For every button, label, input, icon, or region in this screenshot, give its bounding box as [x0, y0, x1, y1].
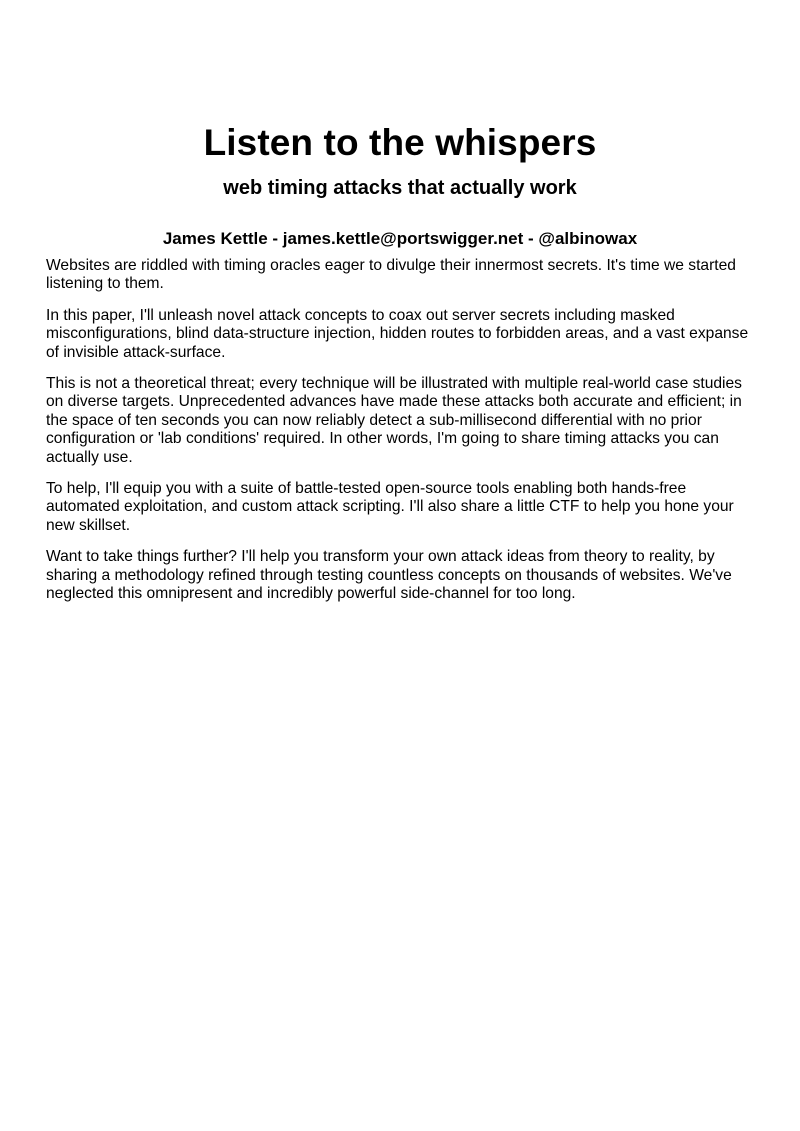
paragraph-1: Websites are riddled with timing oracles eager to divulge their innermost secrets. It's time we started listening to them. — [46, 257, 736, 293]
abstract-body — [46, 257, 754, 604]
author-line: James Kettle - james.kettle@portswigger.net - @albinowax — [162, 229, 638, 248]
paragraph-4: To help, I'll equip you with a suite of battle-tested open-source tools enabling both hands-free automated exploitation, and custom attack scripting. I'll also share a little CTF to help you hone your new skillset. — [46, 480, 734, 534]
paper-title: Listen to the whispers — [203, 122, 597, 163]
paragraph-3: This is not a theoretical threat; every technique will be illustrated with multiple real-world case studies on diverse targets. Unprecedented advances have made these attacks both accurate and efficient; in the space of ten seconds you can now reliably detect a sub-millisecond differential with no prior configuration or 'lab conditions' required. In other words, I'm going to share timing attacks you can actually use. — [46, 375, 742, 466]
paragraph-5: Want to take things further? I'll help you transform your own attack ideas from theory to reality, by sharing a methodology refined through testing countless concepts on thousands of websites. We've neglected this omnipresent and incredibly powerful side-channel for too long. — [46, 548, 732, 603]
paper-subtitle: web timing attacks that actually work — [223, 177, 577, 199]
paragraph-2: In this paper, I'll unleash novel attack concepts to coax out server secrets including masked misconfigurations, blind data-structure injection, hidden routes to forbidden areas, and a vast expanse of invisible attack-surface. — [46, 306, 749, 361]
